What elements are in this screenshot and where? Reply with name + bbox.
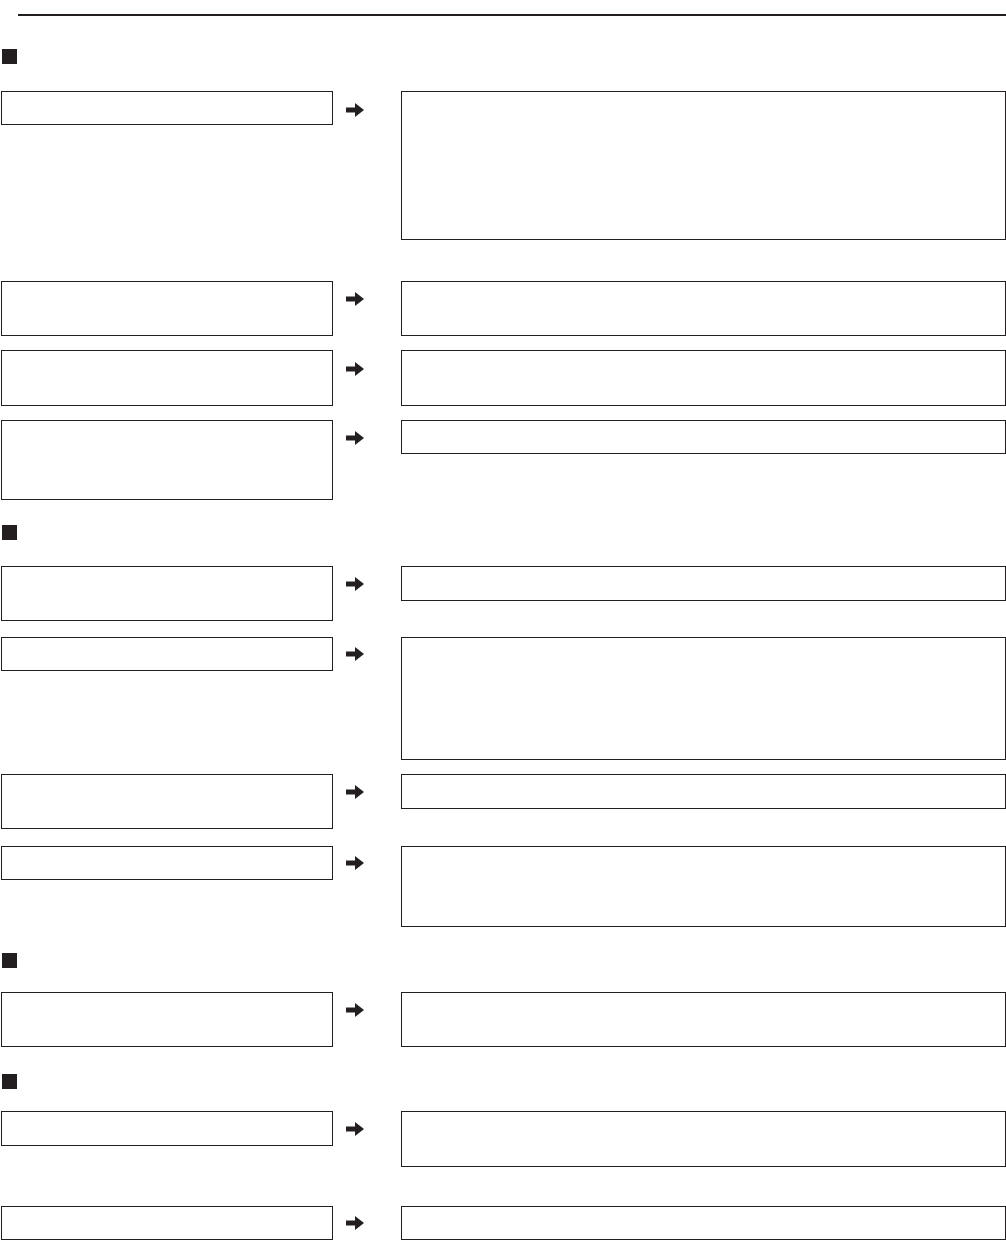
symptom-box [1, 846, 333, 880]
symptom-box [1, 420, 333, 500]
right-arrow-icon [346, 362, 364, 376]
remedy-box [401, 1206, 1006, 1240]
symptom-box [1, 566, 333, 621]
remedy-box [401, 420, 1006, 454]
right-arrow-icon [346, 785, 364, 799]
right-arrow-icon [346, 856, 364, 870]
symptom-box [1, 992, 333, 1047]
right-arrow-icon [346, 1122, 364, 1136]
remedy-box [401, 566, 1006, 601]
right-arrow-icon [346, 1003, 364, 1017]
remedy-box [401, 846, 1006, 927]
right-arrow-icon [346, 103, 364, 117]
remedy-box [401, 91, 1006, 240]
remedy-box [401, 637, 1006, 760]
section-2-square-bullet-icon [2, 525, 17, 540]
top-rule [18, 14, 1006, 16]
symptom-box [1, 1111, 333, 1146]
remedy-box [401, 1111, 1006, 1167]
section-3-square-bullet-icon [2, 953, 17, 968]
symptom-box [1, 1206, 333, 1240]
symptom-box [1, 281, 333, 336]
right-arrow-icon [346, 431, 364, 445]
symptom-box [1, 91, 333, 125]
remedy-box [401, 992, 1006, 1047]
right-arrow-icon [346, 1216, 364, 1230]
section-1-square-bullet-icon [2, 49, 17, 64]
remedy-box [401, 350, 1006, 406]
remedy-box [401, 774, 1006, 809]
symptom-box [1, 637, 333, 671]
symptom-box [1, 774, 333, 829]
right-arrow-icon [346, 292, 364, 306]
right-arrow-icon [346, 647, 364, 661]
right-arrow-icon [346, 577, 364, 591]
remedy-box [401, 281, 1006, 336]
section-4-square-bullet-icon [2, 1074, 17, 1089]
symptom-box [1, 350, 333, 406]
